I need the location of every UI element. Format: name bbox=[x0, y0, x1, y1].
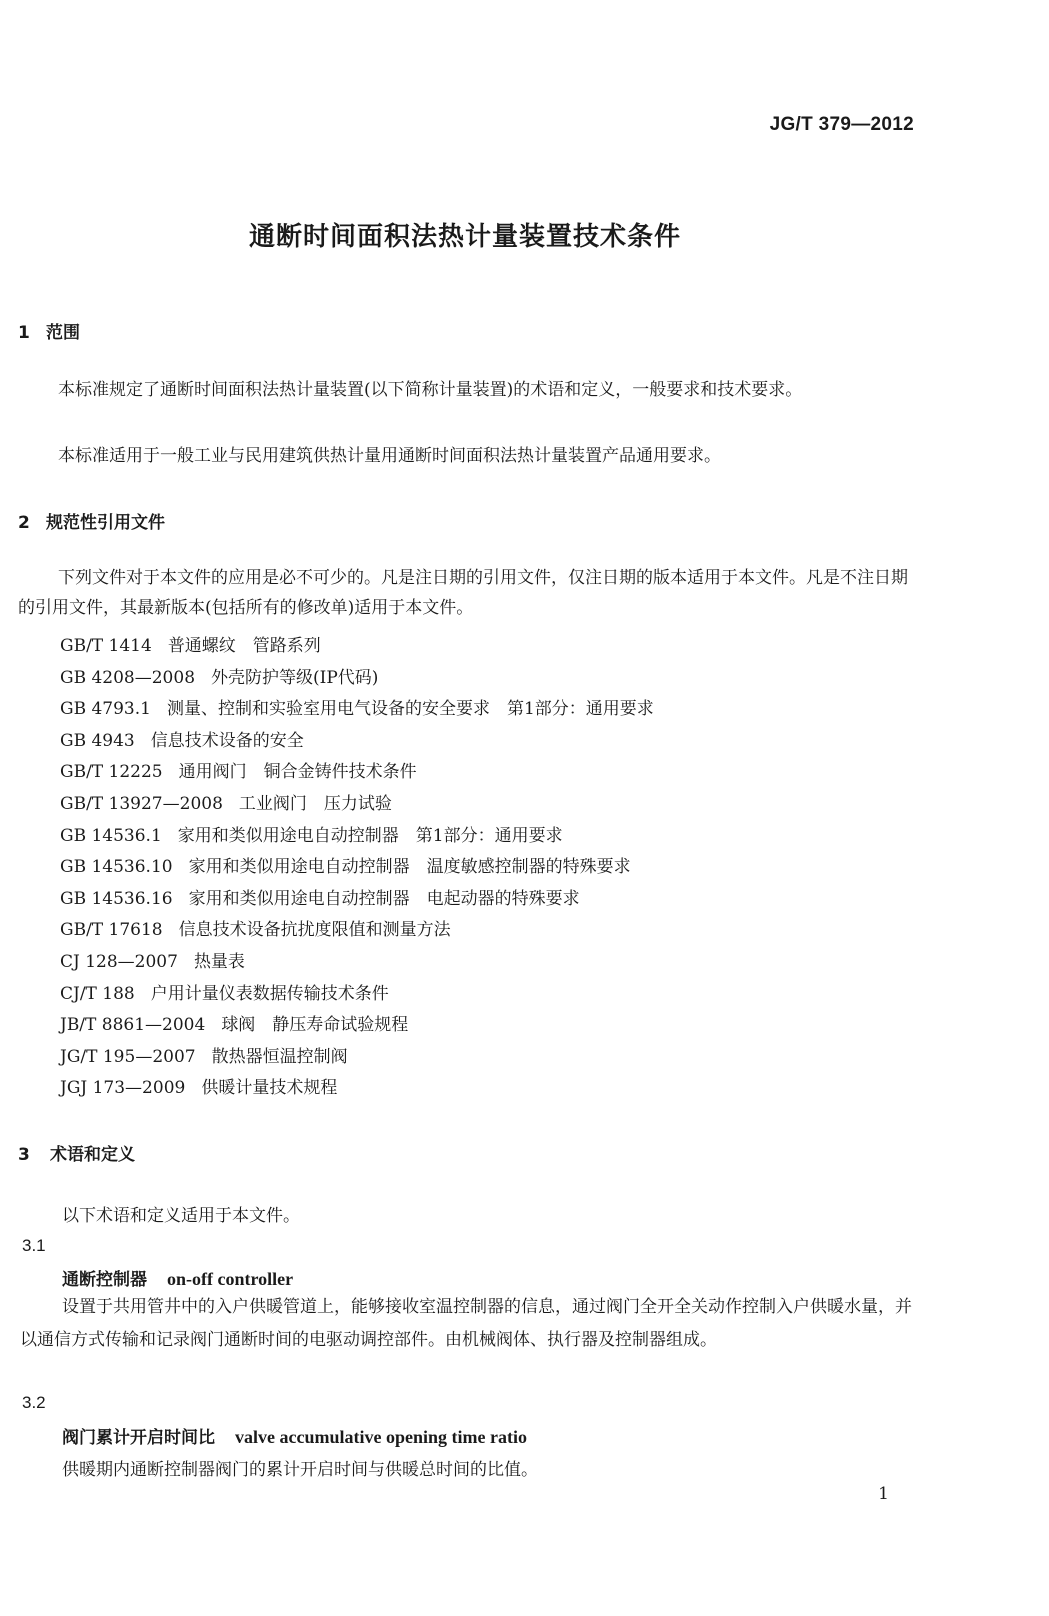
term-english: on-off controller bbox=[167, 1269, 294, 1289]
section-1-paragraph-2: 本标准适用于一般工业与民用建筑供热计量用通断时间面积法热计量装置产品通用要求。 bbox=[58, 446, 721, 466]
reference-code: JGJ 173—2009 bbox=[60, 1078, 186, 1099]
term-3-2 bbox=[62, 1423, 527, 1448]
section-number: 1 bbox=[18, 323, 30, 343]
reference-item bbox=[60, 1073, 337, 1098]
reference-item bbox=[60, 694, 654, 719]
reference-item bbox=[60, 979, 389, 1004]
section-number: 3 bbox=[18, 1145, 30, 1165]
reference-code: JB/T 8861—2004 bbox=[60, 1015, 206, 1036]
reference-title: 供暖计量技术规程 bbox=[201, 1078, 338, 1099]
reference-code: GB 4943 bbox=[60, 730, 135, 751]
reference-code: JG/T 195—2007 bbox=[60, 1046, 196, 1067]
reference-code: GB/T 13927—2008 bbox=[60, 794, 223, 814]
page-number: 1 bbox=[878, 1484, 889, 1504]
term-english: valve accumulative opening time ratio bbox=[235, 1427, 527, 1447]
reference-code: CJ/T 188 bbox=[60, 983, 135, 1004]
reference-code: GB 14536.10 bbox=[60, 857, 173, 878]
document-title: 通断时间面积法热计量装置技术条件 bbox=[248, 222, 681, 252]
reference-title: 家用和类似用途电自动控制器 第1部分：通用要求 bbox=[177, 825, 563, 846]
standard-code: JG/T 379—2012 bbox=[769, 114, 914, 135]
section-3-heading bbox=[18, 1140, 135, 1165]
reference-item bbox=[60, 726, 304, 751]
reference-code: GB 4793.1 bbox=[60, 699, 151, 720]
section-title: 术语和定义 bbox=[50, 1145, 135, 1165]
section-2-intro: 下列文件对于本文件的应用是必不可少的。凡是注日期的引用文件，仅注日期的版本适用于本文件。凡是不注日期的引用文件，其最新版本(包括所有的修改单)适用于本文件。 bbox=[18, 568, 908, 618]
reference-item bbox=[60, 884, 580, 909]
reference-code: GB/T 1414 bbox=[60, 636, 152, 656]
reference-title: 普通螺纹 管路系列 bbox=[167, 636, 321, 656]
section-title: 范围 bbox=[46, 323, 80, 343]
reference-code: GB 14536.1 bbox=[60, 825, 162, 846]
reference-item bbox=[60, 1042, 348, 1067]
reference-item bbox=[60, 789, 392, 814]
reference-item bbox=[60, 1010, 408, 1035]
reference-item bbox=[60, 852, 631, 877]
reference-code: GB 14536.16 bbox=[60, 888, 173, 909]
reference-title: 工业阀门 压力试验 bbox=[238, 794, 392, 814]
reference-title: 家用和类似用途电自动控制器 温度敏感控制器的特殊要求 bbox=[188, 857, 631, 878]
term-3-1 bbox=[62, 1265, 293, 1290]
reference-item bbox=[60, 821, 563, 846]
section-title: 规范性引用文件 bbox=[46, 513, 165, 533]
section-number: 2 bbox=[18, 513, 30, 533]
reference-item bbox=[60, 663, 378, 688]
reference-title: 测量、控制和实验室用电气设备的安全要求 第1部分：通用要求 bbox=[166, 699, 654, 720]
term-3-1-definition: 设置于共用管井中的入户供暖管道上，能够接收室温控制器的信息，通过阀门全开全关动作控制入户供暖水量，并以通信方式传输和记录阀门通断时间的电驱动调控部件。由机械阀体、执行器及控制器组成。 bbox=[20, 1297, 912, 1350]
reference-title: 外壳防护等级(IP代码) bbox=[211, 667, 379, 688]
reference-item bbox=[60, 915, 451, 940]
section-3-intro: 以下术语和定义适用于本文件。 bbox=[62, 1206, 300, 1226]
reference-title: 散热器恒温控制阀 bbox=[211, 1046, 348, 1067]
reference-title: 家用和类似用途电自动控制器 电起动器的特殊要求 bbox=[188, 888, 580, 909]
reference-title: 户用计量仪表数据传输技术条件 bbox=[150, 983, 389, 1004]
reference-item bbox=[60, 757, 417, 782]
reference-code: GB/T 17618 bbox=[60, 920, 163, 941]
reference-title: 通用阀门 铜合金铸件技术条件 bbox=[178, 762, 417, 783]
section-1-paragraph-1: 本标准规定了通断时间面积法热计量装置(以下简称计量装置)的术语和定义，一般要求和技术要求。 bbox=[58, 380, 803, 400]
reference-title: 球阀 静压寿命试验规程 bbox=[221, 1015, 409, 1036]
reference-item bbox=[60, 631, 321, 656]
reference-code: CJ 128—2007 bbox=[60, 952, 178, 972]
reference-item bbox=[60, 947, 245, 972]
term-3-2-definition: 供暖期内通断控制器阀门的累计开启时间与供暖总时间的比值。 bbox=[62, 1460, 538, 1480]
term-chinese: 通断控制器 bbox=[62, 1270, 147, 1290]
term-chinese: 阀门累计开启时间比 bbox=[62, 1428, 215, 1448]
reference-code: GB/T 12225 bbox=[60, 762, 163, 783]
reference-title: 热量表 bbox=[193, 952, 245, 972]
reference-title: 信息技术设备的安全 bbox=[150, 730, 304, 751]
section-1-heading bbox=[18, 318, 80, 343]
reference-code: GB 4208—2008 bbox=[60, 667, 196, 688]
clause-3-1-number: 3.1 bbox=[22, 1236, 46, 1255]
clause-3-2-number: 3.2 bbox=[22, 1393, 46, 1412]
reference-title: 信息技术设备抗扰度限值和测量方法 bbox=[178, 920, 451, 941]
section-2-heading bbox=[18, 508, 165, 533]
